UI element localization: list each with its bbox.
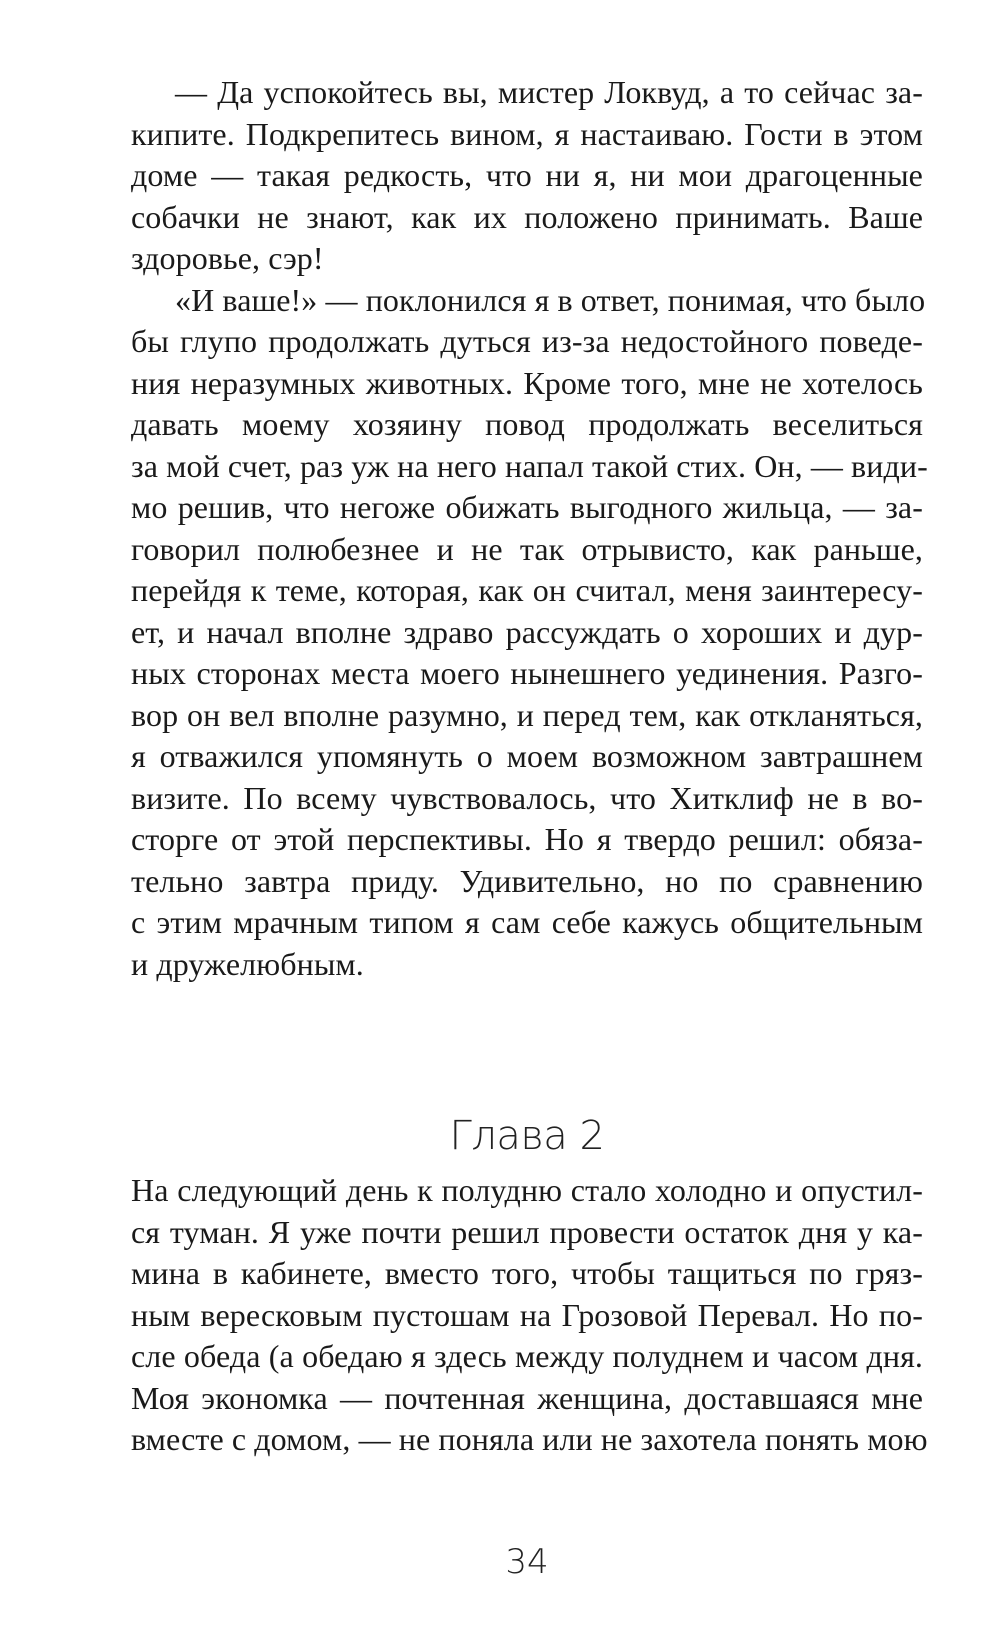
text-line: Моя экономка — почтенная женщина, доставшаяся мне	[131, 1379, 923, 1416]
text-line: ным вересковым пустошам на Грозовой Перевал. Но по-	[131, 1296, 923, 1333]
text-line: перейдя к теме, которая, как он считал, меня заинтересу-	[131, 572, 923, 608]
page-number: 34	[505, 1542, 549, 1582]
text-line: доме — такая редкость, что ни я, ни мои драгоценные	[131, 157, 923, 193]
text-line: кипите. Подкрепитесь вином, я настаиваю. Гости в этом	[131, 115, 923, 152]
text-line: вор он вел вполне разумно, и перед тем, как откланяться,	[131, 696, 923, 733]
text-line: бы глупо продолжать дуться из-за недостойного поведе-	[131, 323, 923, 359]
text-block-bottom	[131, 1170, 928, 1461]
text-line: «И ваше!» — поклонился я в ответ, понимая, что было	[175, 281, 926, 318]
text-block-top	[131, 72, 928, 985]
text-line: сторге от этой перспективы. Но я твердо решил: обяза-	[131, 821, 923, 857]
text-line: с этим мрачным типом я сам себе кажусь общительным	[131, 904, 923, 940]
text-line: говорил полюбезнее и не так отрывисто, как раньше,	[131, 530, 923, 567]
text-line: ния неразумных животных. Кроме того, мне не хотелось	[131, 364, 923, 401]
text-line: визите. По всему чувствовалось, что Хитклиф не в во-	[131, 779, 923, 816]
text-line: и дружелюбным.	[131, 945, 364, 982]
text-line: ет, и начал вполне здраво рассуждать о хороших и дур-	[131, 613, 923, 650]
text-line: здоровье, сэр!	[131, 240, 324, 276]
text-line: — Да успокойтесь вы, мистер Локвуд, а то сейчас за-	[175, 74, 923, 110]
text-line: я отважился упомянуть о моем возможном завтрашнем	[131, 738, 923, 774]
text-line: мо решив, что негоже обижать выгодного жильца, — за-	[131, 489, 923, 525]
text-line: сле обеда (а обедаю я здесь между полуднем и часом дня.	[131, 1338, 923, 1374]
text-line: вместе с домом, — не поняла или не захотела понять мою	[131, 1421, 928, 1457]
text-line: тельно завтра приду. Удивительно, но по сравнению	[131, 862, 923, 899]
text-line: давать моему хозяину повод продолжать веселиться	[131, 406, 923, 442]
text-line: ных сторонах места моего нынешнего уединения. Разго-	[131, 655, 923, 691]
text-line: за мой счет, раз уж на него напал такой стих. Он, — види-	[131, 447, 928, 484]
text-line: собачки не знают, как их положено принимать. Ваше	[131, 198, 923, 235]
chapter-title: Глава 2	[449, 1113, 605, 1159]
text-line: ся туман. Я уже почти решил провести остаток дня у ка-	[131, 1213, 923, 1250]
text-line: мина в кабинете, вместо того, чтобы тащиться по гряз-	[131, 1255, 923, 1291]
text-line: На следующий день к полудню стало холодно и опустил-	[131, 1172, 923, 1208]
